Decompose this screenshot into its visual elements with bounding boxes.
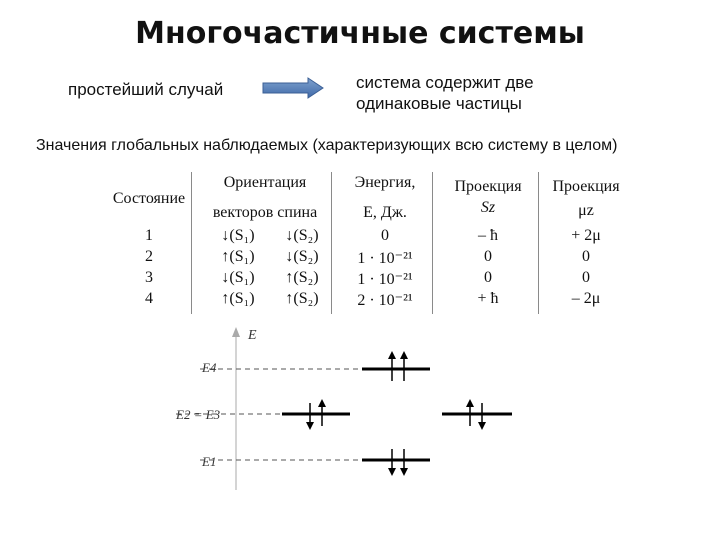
table-row-mu: + 2μ [571,227,601,244]
header-sz: Sz [480,199,496,216]
level-e23-label: E2 = E3 [176,407,221,422]
table-row-state: 2 [145,248,153,265]
levels-svg [160,325,680,495]
header-orientation: Ориентация [223,174,307,191]
system-description [356,72,534,114]
table-row-state: 3 [145,269,153,286]
global-observables-heading: Значения глобальных наблюдаемых (характеризующих всю систему в целом) [36,137,618,154]
table-row-energy: 1 · 10⁻²¹ [357,271,413,288]
header-energy: E, Дж. [363,204,407,221]
level-e4-label: E4 [202,360,217,375]
spin-down-icon [400,449,408,476]
table-row-energy: 2 · 10⁻²¹ [357,292,413,309]
right-arrow-icon [262,77,324,99]
table-row-s2: ↑(S₂) [285,269,319,286]
system-line-1: система содержит две [356,73,534,92]
spin-up-icon [400,351,408,381]
table-row-s2: ↑(S₂) [285,290,319,307]
table-row-sz: – ħ [478,227,498,244]
table-row-mu: 0 [582,248,590,265]
header-energy: Энергия, [354,174,416,191]
header-mu: μz [578,202,594,219]
table-row-sz: + ħ [477,290,499,307]
system-line-2: одинаковые частицы [356,94,522,113]
spin-down-icon [306,403,314,430]
energy-level-diagram [160,325,680,495]
table-row-s1: ↑(S₁) [221,290,255,307]
simple-case-label: простейший случай [68,80,224,99]
table-row-s1: ↑(S₁) [221,248,255,265]
spin-up-icon [388,351,396,381]
header-mu: Проекция [552,178,620,195]
energy-axis-label: E [248,328,257,343]
axis-arrow-icon [232,327,240,337]
table-row-mu: 0 [582,269,590,286]
table-row-sz: 0 [484,248,492,265]
table-row-s2: ↓(S₂) [285,248,319,265]
spin-down-icon [478,403,486,430]
table-row-s1: ↓(S₁) [221,227,255,244]
table-row-s1: ↓(S₁) [221,269,255,286]
table-row-energy: 1 · 10⁻²¹ [357,250,413,267]
table-row-s2: ↓(S₂) [285,227,319,244]
page-title: Многочастичные системы [135,16,585,51]
table-row-state: 1 [145,227,153,244]
header-sz: Проекция [454,178,522,195]
header-state: Состояние [112,190,186,207]
table-row-energy: 0 [381,227,389,244]
spin-down-icon [388,449,396,476]
level-e1-label: E1 [202,454,217,469]
header-orientation: векторов спина [212,204,318,221]
table-row-mu: – 2μ [571,290,601,307]
table-row-sz: 0 [484,269,492,286]
table-row-state: 4 [145,290,153,307]
